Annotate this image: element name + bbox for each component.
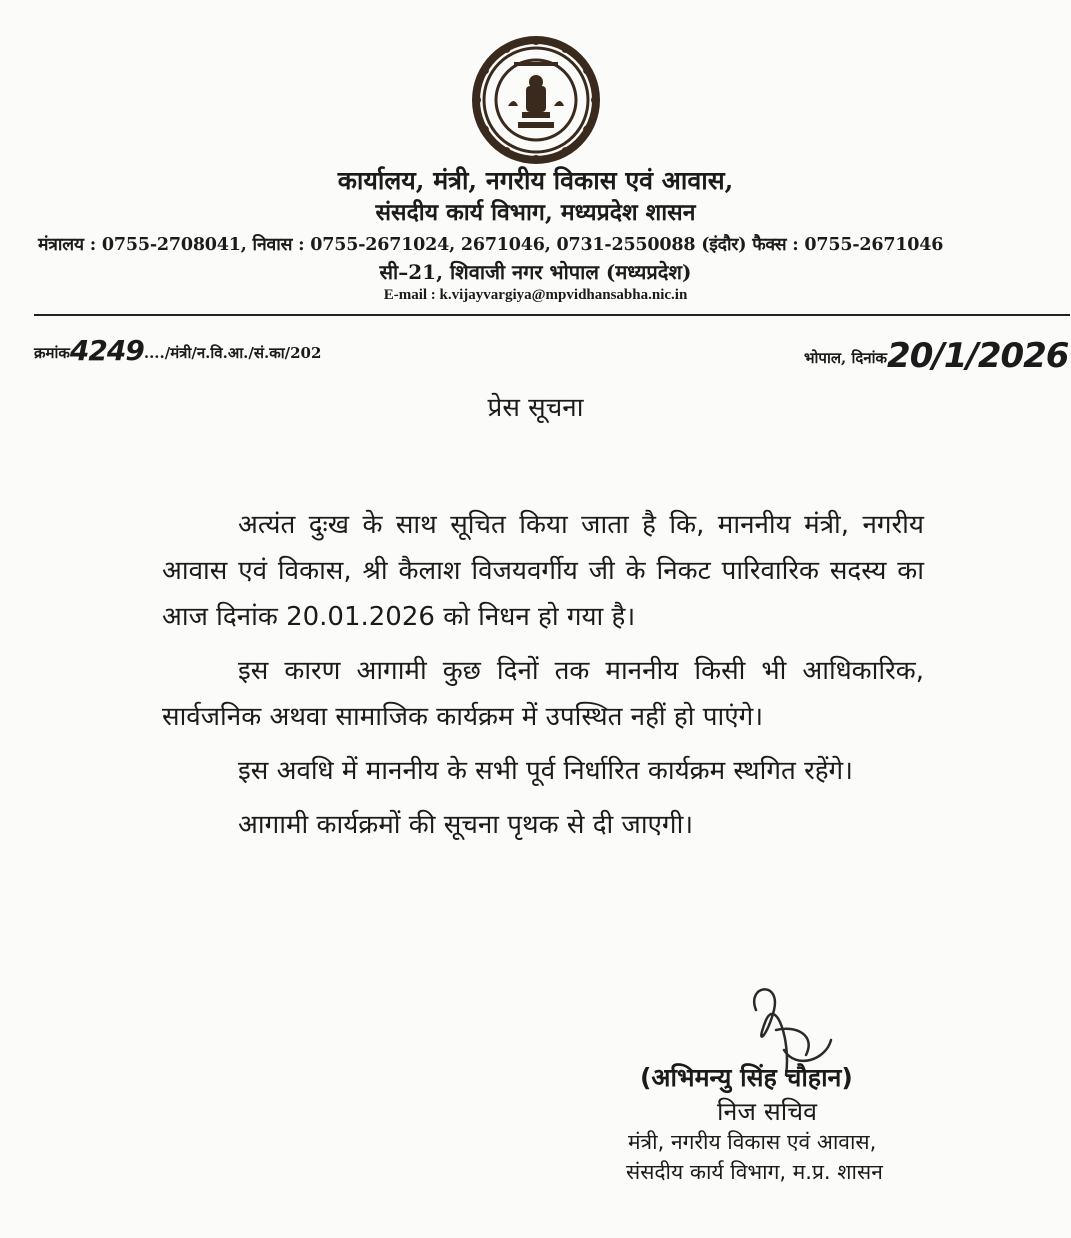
paragraph-2: इस कारण आगामी कुछ दिनों तक माननीय किसी भी आधिकारिक, सार्वजनिक अथवा सामाजिक कार्यक्रम में उपस्थित नहीं हो पाएंगे। [162, 656, 924, 732]
reference-handwritten-number: 4249 [69, 334, 144, 367]
paragraph-3: इस अवधि में माननीय के सभी पूर्व निर्धारित कार्यक्रम स्थगित रहेंगे। [238, 756, 854, 786]
office-title-line2: संसदीय कार्य विभाग, मध्यप्रदेश शासन [375, 199, 696, 226]
office-title-line1: कार्यालय, मंत्री, नगरीय विकास एवं आवास, [337, 166, 734, 195]
paragraph-4: आगामी कार्यक्रमों की सूचना पृथक से दी जाएगी। [238, 810, 694, 840]
contact-numbers: मंत्रालय : 0755-2708041, निवास : 0755-2671024, 2671046, 0731-2550088 (इंदौर) फैक्स : 0755-2671046 [38, 235, 944, 255]
signatory-office-line1: मंत्री, नगरीय विकास एवं आवास, [628, 1130, 877, 1154]
header-divider [34, 314, 1070, 316]
letter-date [804, 332, 1069, 376]
date-label: भोपाल, दिनांक [804, 349, 888, 367]
signatory-role: निज सचिव [717, 1097, 817, 1126]
reference-label: क्रमांक [34, 344, 70, 362]
office-email: E-mail : k.vijayvargiya@mpvidhansabha.nic.in [383, 287, 688, 303]
reference-suffix: ..../मंत्री/न.वि.आ./सं.का/202 [143, 344, 322, 362]
signatory-office-line2: संसदीय कार्य विभाग, म.प्र. शासन [626, 1160, 883, 1184]
page-title: प्रेस सूचना [487, 393, 584, 423]
date-handwritten-value: 20/1/2026 [887, 336, 1069, 376]
madhya-pradesh-seal-icon [470, 34, 602, 166]
office-address: सी–21, शिवाजी नगर भोपाल (मध्यप्रदेश) [379, 260, 692, 284]
notice-body [162, 502, 924, 856]
signatory-name: (अभिमन्यु सिंह चौहान) [640, 1063, 853, 1092]
reference-number [34, 332, 321, 365]
paragraph-1: अत्यंत दुःख के साथ सूचित किया जाता है कि, माननीय मंत्री, नगरीय आवास एवं विकास, श्री कैलाश विजयवर्गीय जी के निकट पारिवारिक सदस्य का आज दिनांक 20.01.2026 को निधन हो गया है। [162, 510, 924, 632]
